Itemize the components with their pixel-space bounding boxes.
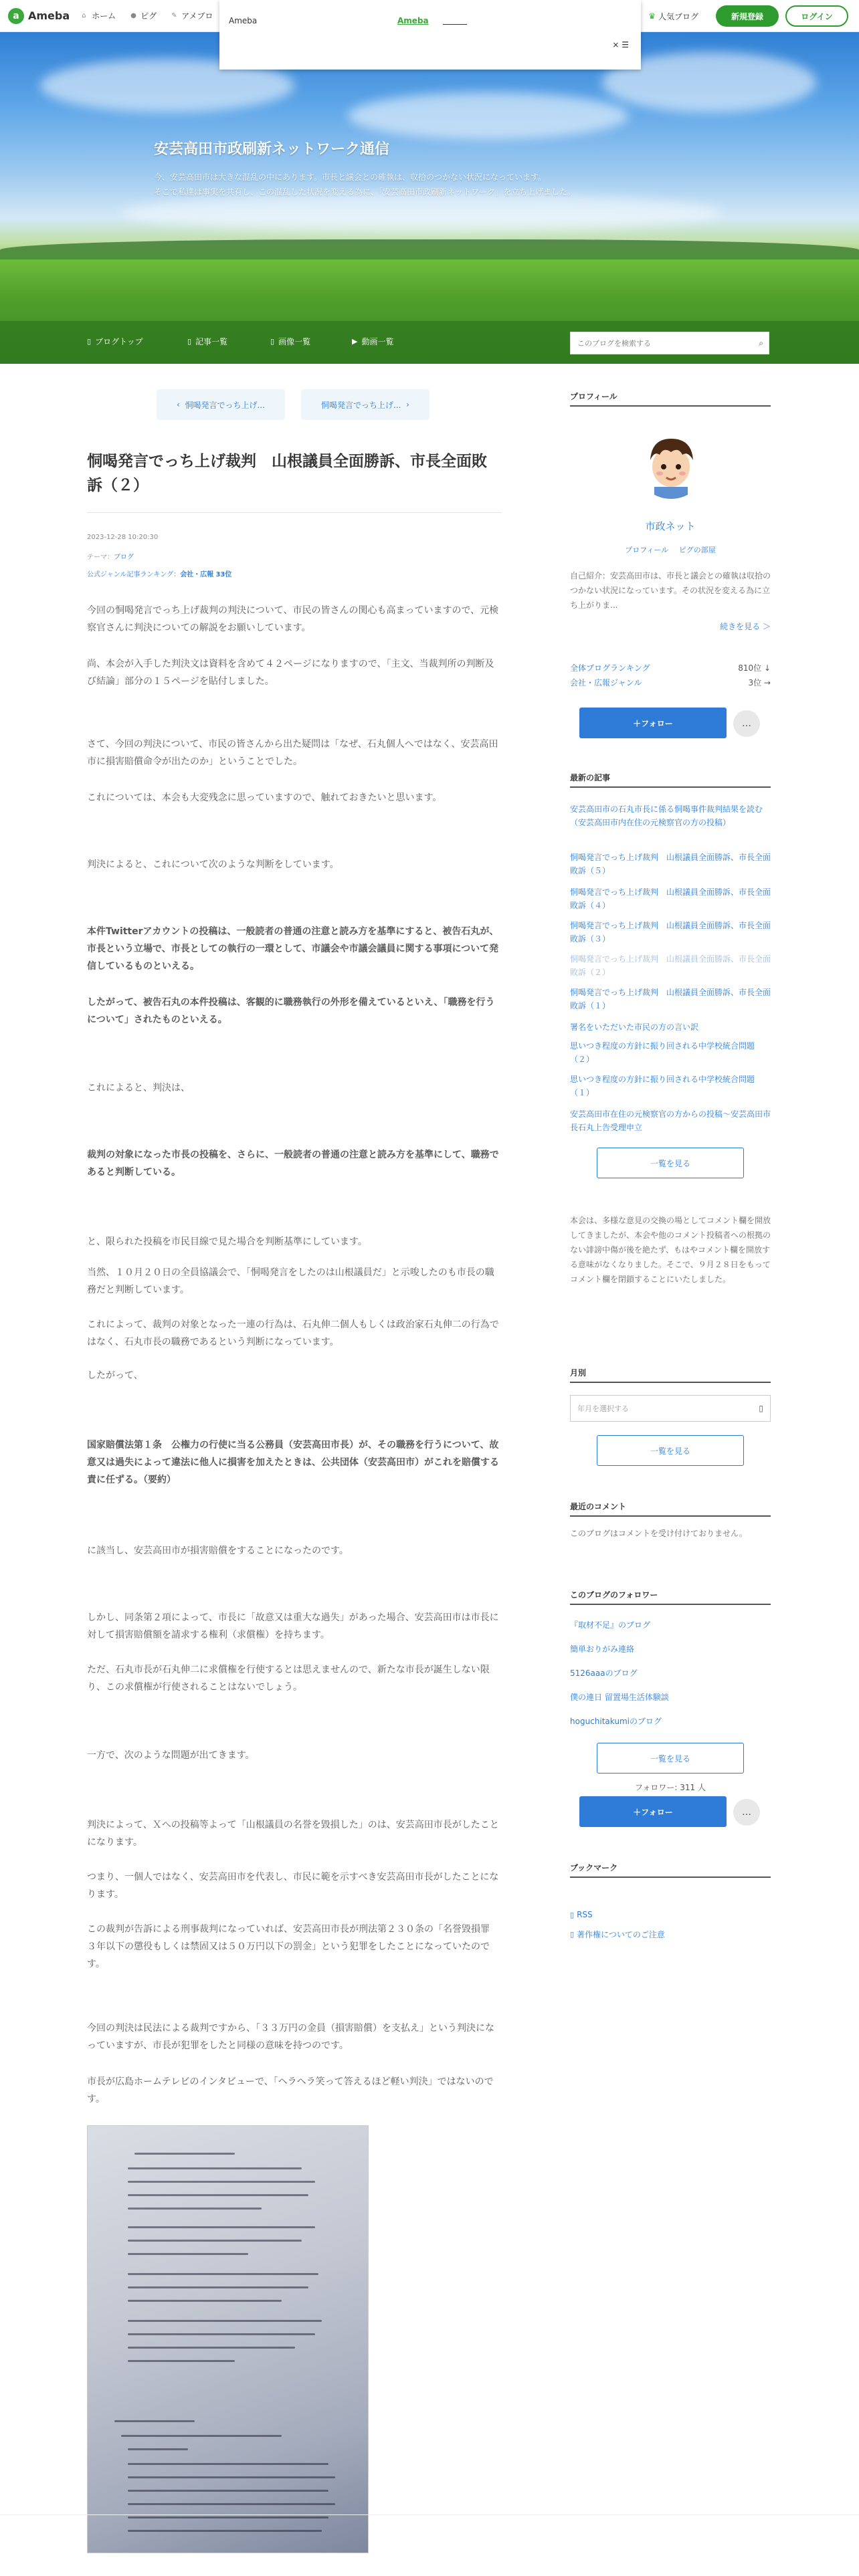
top-nav-home-label: ホーム xyxy=(92,11,116,21)
next-article-button[interactable] xyxy=(301,389,430,420)
article-theme-prefix: テーマ： xyxy=(87,554,114,561)
comments-heading-rule xyxy=(570,1515,771,1517)
profile-intro: 自己紹介：安芸高田市は、市長と議会との確執は収拾のつかない状況になっています。その状況を変える為に立ち上がりま... xyxy=(570,571,771,610)
pager-spacer xyxy=(285,389,301,420)
ameba-logo-mark: a xyxy=(8,8,24,24)
latest-entry-link[interactable]: 署名をいただいた市民の方の言い訳 xyxy=(570,1023,699,1032)
bookmark-heading-rule xyxy=(570,1876,771,1878)
latest-list-button[interactable]: 一覧を見る xyxy=(597,1148,744,1178)
nav-blog-top[interactable] xyxy=(87,336,143,347)
latest-entry-link[interactable]: 恫喝発言でっち上げ裁判 山根議員全面勝訴、市長全面敗訴（５） xyxy=(570,853,771,875)
prev-article-label: 恫喝発言でっち上げ... xyxy=(185,400,265,410)
doc-text-line xyxy=(128,2333,315,2335)
article-date: 2023-12-28 10:20:30 xyxy=(87,534,159,541)
crown-icon: ♛ xyxy=(648,11,656,21)
genre-prefix: 公式ジャンル記事ランキング： xyxy=(87,571,181,578)
month-heading: 月別 xyxy=(570,1368,587,1378)
month-heading-rule xyxy=(570,1382,771,1383)
profile-heading-rule xyxy=(570,405,771,407)
chevron-left-icon: ‹ xyxy=(177,400,185,409)
document-icon: ▯ xyxy=(570,1930,575,1939)
latest-entry-link[interactable]: 安芸高田市の石丸市長に係る恫喝事件裁判結果を読む（安芸高田市内在住の元検察官の方の投稿） xyxy=(570,804,763,827)
blog-icon: ▯ xyxy=(87,337,92,346)
next-article-label: 恫喝発言でっち上げ... xyxy=(321,400,401,410)
chevron-right-icon: › xyxy=(401,400,409,409)
follower-blog-link[interactable]: 簡単おりがみ連絡 xyxy=(570,1644,635,1654)
article-paragraph: これによって、裁判の対象となった一連の行為は、石丸伸二個人もしくは政治家石丸伸二の行為ではなく、石丸市長の職務であるという判断になっています。 xyxy=(87,1319,499,1348)
article-paragraph: これによると、判決は、 xyxy=(87,1083,190,1093)
rank-overall-value: 810位 ↓ xyxy=(738,663,771,673)
article-paragraph: さて、今回の判決について、市民の皆さんから出た疑問は「なぜ、石丸個人へではなく、安芸高田市に損害賠償命令が出たのか」ということでした。 xyxy=(87,739,498,767)
top-nav-ameblo[interactable] xyxy=(171,10,213,21)
doc-text-line xyxy=(128,2516,328,2518)
select-arrow-icon: ▯ xyxy=(759,1404,763,1413)
popular-blog-label: 人気ブログ xyxy=(658,11,698,21)
top-nav-pigg[interactable] xyxy=(130,10,157,21)
login-button[interactable]: ログイン xyxy=(785,5,848,27)
article-paragraph: ただ、石丸市長が石丸伸二に求償権を行使するとは思えませんので、新たな市長が誕生しない限り、この求償権が行使されることはないでしょう。 xyxy=(87,1665,490,1693)
ad-close-icon[interactable]: × ☰ xyxy=(612,40,629,49)
video-icon: ▶ xyxy=(352,337,358,346)
doc-text-line xyxy=(128,2320,322,2322)
article-paragraph: 今回の恫喝発言でっち上げ裁判の判決について、市民の皆さんの関心も高まっていますので、元検察官さんに判決についての解説をお願いしています。 xyxy=(87,605,499,633)
article-quote: 裁判の対象になった市長の投稿を、さらに、一般読者の普通の注意と読み方を基準にして、職務であると判断している。 xyxy=(87,1150,499,1178)
blog-header xyxy=(0,32,859,364)
latest-entry-link[interactable]: 恫喝発言でっち上げ裁判 山根議員全面勝訴、市長全面敗訴（２） xyxy=(570,954,771,977)
blog-nav xyxy=(0,321,859,364)
nav-article-list[interactable] xyxy=(187,336,227,347)
ameba-logo[interactable] xyxy=(8,8,70,24)
article-paragraph: に該当し、安芸高田市が損害賠償をすることになったのです。 xyxy=(87,1545,349,1556)
ad-name: Ameba xyxy=(229,16,258,25)
latest-heading: 最新の記事 xyxy=(570,773,611,782)
follower-blog-link[interactable]: 『取材不足』のブログ xyxy=(570,1620,651,1630)
article-paragraph: 判決によると、これについて次のような判断をしています。 xyxy=(87,859,339,870)
doc-text-line xyxy=(128,2181,315,2183)
month-select[interactable] xyxy=(570,1395,771,1422)
article-paragraph: 判決によって、Ｘへの投稿等よって「山根議員の名誉を毀損した」のは、安芸高田市長がしたことになります。 xyxy=(87,1820,499,1848)
doc-text-line xyxy=(128,2226,315,2228)
doc-text-line xyxy=(121,2435,282,2437)
prev-article-button[interactable] xyxy=(157,389,285,420)
rank-overall-label[interactable]: 全体ブログランキング xyxy=(570,663,650,673)
comments-heading: 最近のコメント xyxy=(570,1502,627,1511)
follower-blog-link[interactable]: hoguchitakumiのブログ xyxy=(570,1717,662,1726)
doc-text-line xyxy=(128,2463,328,2465)
search-icon[interactable]: ⌕ xyxy=(759,338,763,348)
home-icon: ⌂ xyxy=(82,11,86,19)
footer-divider xyxy=(0,2514,859,2515)
ad-underline xyxy=(443,24,467,25)
nav-image-list-label: 画像一覧 xyxy=(278,337,311,346)
follower-count: フォロワー: 311 人 xyxy=(635,1783,706,1792)
blog-search[interactable] xyxy=(570,332,769,354)
blog-description xyxy=(154,170,676,199)
blog-search-input[interactable] xyxy=(577,339,745,348)
profile-link[interactable]: プロフィール xyxy=(625,546,669,554)
comments-text: このブログはコメントを受け付けておりません。 xyxy=(570,1529,747,1538)
month-list-button[interactable]: 一覧を見る xyxy=(597,1435,744,1466)
doc-text-line xyxy=(128,2503,335,2505)
nav-article-list-label: 記事一覧 xyxy=(195,337,228,346)
top-nav-ameblo-label: アメブロ xyxy=(181,11,213,21)
more-options-icon[interactable]: … xyxy=(733,1799,760,1826)
copyright-link[interactable] xyxy=(570,1929,665,1940)
followers-heading: このブログのフォロワー xyxy=(570,1590,658,1600)
article-paragraph: と、限られた投稿を市民目線で見た場合を判断基準にしています。 xyxy=(87,1237,367,1247)
nav-blog-top-label: ブログトップ xyxy=(95,337,143,346)
title-divider xyxy=(87,512,502,513)
doc-text-line xyxy=(128,2194,308,2196)
genre-rank: 33位 xyxy=(215,571,232,578)
bookmark-heading: ブックマーク xyxy=(570,1863,618,1872)
rank-genre-label[interactable]: 会社・広報ジャンル xyxy=(570,678,642,687)
ad-brand-link[interactable]: Ameba xyxy=(397,16,429,25)
image-icon: ▯ xyxy=(270,337,275,346)
article-paragraph: 一方で、次のような問題が出てきます。 xyxy=(87,1750,255,1761)
month-select-placeholder: 年月を選択する xyxy=(577,1404,629,1413)
blog-description-line: 今、安芸高田市は大きな混乱の中にあります。市長と議会との確執は、収拾のつかない状況になっています。 xyxy=(154,173,547,182)
top-nav-home[interactable] xyxy=(82,10,116,21)
top-nav-pigg-label: ピグ xyxy=(140,11,157,21)
doc-text-line xyxy=(128,2167,302,2169)
popular-blog-link[interactable] xyxy=(648,11,698,22)
article-paragraph: つまり、一個人ではなく、安芸高田市を代表し、市民に範を示すべき安芸高田市長がしたことになります。 xyxy=(87,1872,499,1900)
avatar-face-icon xyxy=(636,428,706,499)
profile-heading: プロフィール xyxy=(570,392,617,401)
copyright-label: 著作権についてのご注意 xyxy=(577,1930,665,1939)
ameba-logo-text: Ameba xyxy=(28,9,70,22)
article-title: 恫喝発言でっち上げ裁判 山根議員全面勝訴、市長全面敗訴（２） xyxy=(87,453,487,494)
article-genre-ranking[interactable] xyxy=(87,568,231,578)
ad-banner[interactable] xyxy=(219,0,641,70)
doc-text-line xyxy=(128,2273,318,2275)
blog-title[interactable]: 安芸高田市政刷新ネットワーク通信 xyxy=(154,141,390,158)
rss-link[interactable] xyxy=(570,1910,593,1919)
ameblo-icon: ✎ xyxy=(171,11,177,19)
doc-text-line xyxy=(128,2300,282,2302)
nav-video-list[interactable] xyxy=(352,336,393,347)
nav-video-list-label: 動画一覧 xyxy=(361,337,394,346)
latest-entry-link[interactable]: 恫喝発言でっち上げ裁判 山根議員全面勝訴、市長全面敗訴（３） xyxy=(570,921,771,944)
article-theme xyxy=(87,551,134,561)
judgment-document-photo[interactable] xyxy=(87,2125,369,2553)
doc-text-line xyxy=(128,2490,328,2492)
cloud-decoration xyxy=(348,92,629,139)
profile-name[interactable]: 市政ネット xyxy=(645,520,696,532)
genre-name: 会社・広報 xyxy=(180,571,214,578)
article-paragraph: 今回の判決は民法による裁判ですから、「３３万円の金員（損害賠償）を支払え」という判決になっていますが、市長が犯罪をしたと同様の意味を持つのです。 xyxy=(87,2023,494,2051)
more-options-icon[interactable]: … xyxy=(733,710,760,737)
article-paragraph: 当然、１０月２０日の全員協議会で、「恫喝発言をしたのは山根議員だ」と示唆したのも市長の職務だと判断しています。 xyxy=(87,1267,494,1295)
doc-text-line xyxy=(128,2476,335,2478)
follower-blog-link[interactable]: 僕の連日 留置場生活体験談 xyxy=(570,1693,669,1702)
blog-description-line: そこで私達は事実を共有し、この混乱した状況を変える為に、「安芸高田市政刷新ネットワーク」を立ち上げました。 xyxy=(154,187,576,197)
followers-heading-rule xyxy=(570,1604,771,1605)
top-nav xyxy=(82,10,227,21)
latest-entry-link[interactable]: 恫喝発言でっち上げ裁判 山根議員全面勝訴、市長全面敗訴（１） xyxy=(570,988,771,1010)
doc-text-line xyxy=(128,2360,235,2362)
pigg-room-link[interactable]: ピグの部屋 xyxy=(678,546,716,554)
doc-text-line xyxy=(134,2153,235,2155)
article-theme-link[interactable]: ブログ xyxy=(114,554,134,561)
rank-overall xyxy=(570,662,771,673)
article-quote: 国家賠償法第１条 公権力の行使に当る公務員（安芸高田市長）が、その職務を行うについて、故意又は過失によって違法に他人に損害を加えたときは、公共団体（安芸高田市）がこれを賠償する責に任ずる。（要約） xyxy=(87,1440,499,1485)
rank-genre xyxy=(570,677,771,688)
doc-text-line xyxy=(128,2347,295,2349)
followers-list-button[interactable]: 一覧を見る xyxy=(597,1743,744,1774)
article-paragraph: したがって、 xyxy=(87,1370,143,1381)
nav-image-list[interactable] xyxy=(270,336,310,347)
article-pager xyxy=(157,389,430,420)
doc-text-line xyxy=(128,2530,322,2532)
article-paragraph: 尚、本会が入手した判決文は資料を含めて４２ページになりますので、「主文、当裁判所の判断及び結論」部分の１５ページを貼付しました。 xyxy=(87,659,494,687)
article-paragraph: これについては、本会も大変残念に思っていますので、触れておきたいと思います。 xyxy=(87,792,442,803)
doc-text-line xyxy=(128,2448,188,2450)
follow-button[interactable]: ＋フォロー xyxy=(579,708,727,738)
pigg-icon: ● xyxy=(130,11,136,19)
article-paragraph: しかし、同条第２項によって、市長に「故意又は重大な過失」があった場合、安芸高田市は市長に対して損害賠償額を請求する権利（求償権）を持ちます。 xyxy=(87,1612,499,1640)
latest-entry-link[interactable]: 恫喝発言でっち上げ裁判 山根議員全面勝訴、市長全面敗訴（４） xyxy=(570,887,771,910)
doc-text-line xyxy=(128,2240,302,2242)
article-quote: したがって、被告石丸の本件投稿は、客観的に職務執行の外形を備えているといえ、「職務を行うについて」されたものといえる。 xyxy=(87,997,495,1025)
latest-entry-link[interactable]: 思いつき程度の方針に振り回される中学校統合問題（２） xyxy=(570,1041,755,1064)
doc-text-line xyxy=(128,2208,262,2210)
register-button[interactable]: 新規登録 xyxy=(716,5,779,27)
latest-heading-rule xyxy=(570,786,771,788)
list-icon: ▯ xyxy=(187,337,192,346)
follower-blog-link[interactable]: 5126aaaのブログ xyxy=(570,1669,638,1678)
top-right xyxy=(648,5,848,27)
rss-label: RSS xyxy=(577,1910,593,1919)
doc-text-line xyxy=(128,2286,308,2288)
comment-notice: 本会は、多様な意見の交換の場としてコメント欄を開放してきましたが、本会や他のコメント投稿者への根拠のない誹謗中傷が後を絶たず、もはやコメント欄を開放する意味がなくなりました。そこで、９月２８日をもってコメント欄を閉鎖することにいたしました。 xyxy=(570,1216,771,1284)
follow-button-bottom[interactable]: ＋フォロー xyxy=(579,1796,727,1827)
latest-entry-link[interactable]: 思いつき程度の方針に振り回される中学校統合問題（１） xyxy=(570,1075,755,1097)
rss-icon: ▯ xyxy=(570,1910,575,1919)
article-paragraph: 市長が広島ホームテレビのインタビューで、「ヘラヘラ笑って答えるほど軽い判決」ではないのです。 xyxy=(87,2076,494,2105)
article-paragraph: この裁判が告訴による刑事裁判になっていれば、安芸高田市長が刑法第２３０条の「名誉毀損罪 ３年以下の懲役もしくは禁固又は５０万円以下の罰金」という犯罪をしたことになっていたのです。 xyxy=(87,1924,499,1969)
profile-links xyxy=(570,544,771,555)
doc-text-line xyxy=(128,2253,248,2255)
doc-text-line xyxy=(114,2420,195,2422)
rank-genre-value: 3位 → xyxy=(748,678,771,687)
profile-avatar[interactable] xyxy=(636,428,706,499)
article-quote: 本件Twitterアカウントの投稿は、一般読者の普通の注意と読み方を基準にすると、被告石丸が、市長という立場で、市長としての執行の一環として、市議会や市議会議員に関する事項について発信しているものといえる。 xyxy=(87,926,499,972)
profile-more-link[interactable]: 続きを見る ＞ xyxy=(720,622,771,631)
latest-entry-link[interactable]: 安芸高田市在住の元検察官の方からの投稿～安芸高田市長石丸上告受理申立 xyxy=(570,1109,771,1132)
